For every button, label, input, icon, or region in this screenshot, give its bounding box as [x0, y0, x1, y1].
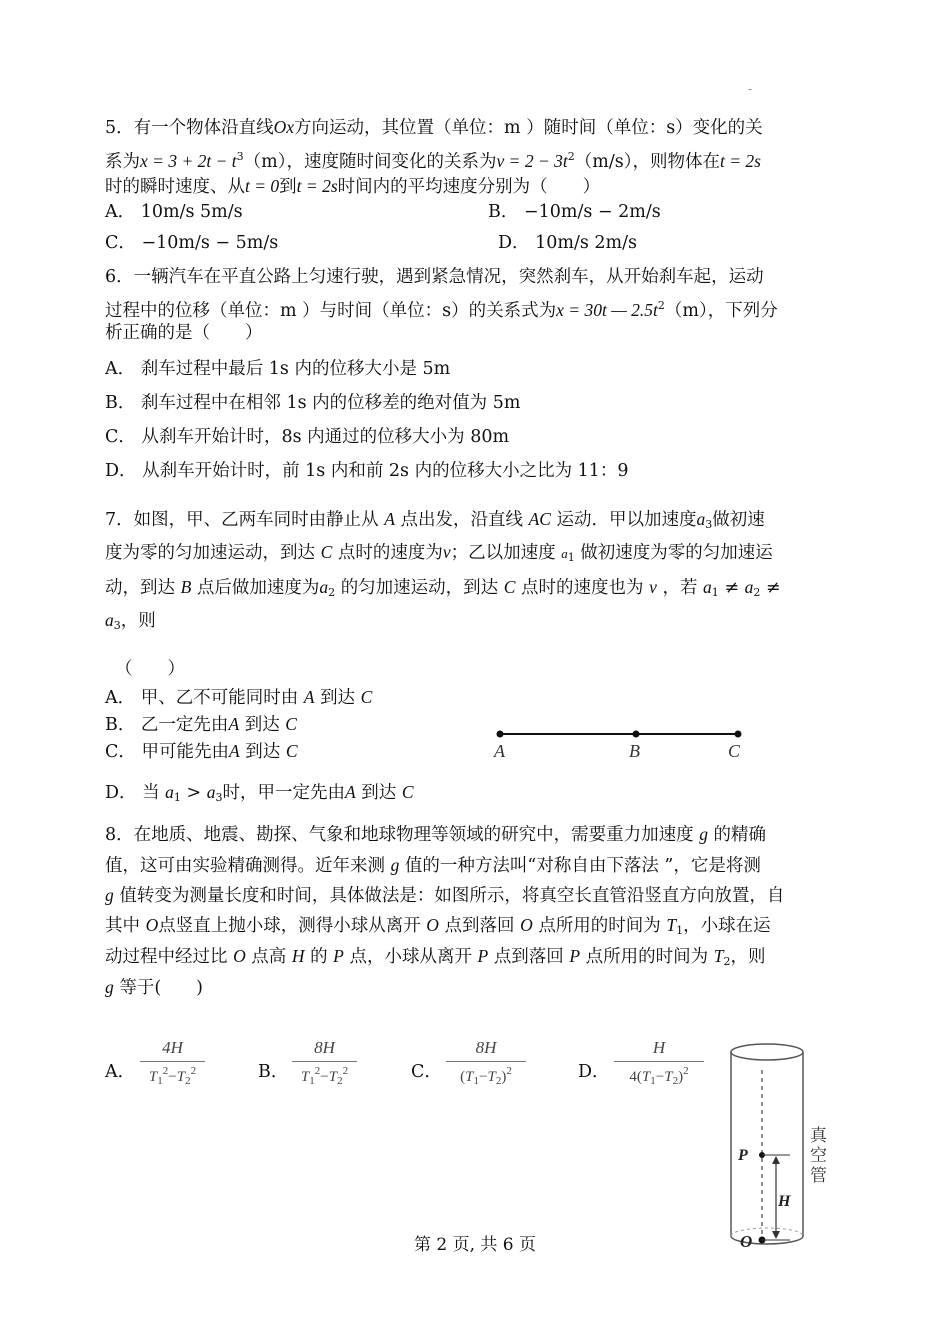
q7-point-b	[633, 731, 640, 738]
q8-option-a-label[interactable]: A．	[105, 1062, 136, 1082]
q6-line3: 析正确的是（ ）	[105, 323, 263, 343]
q7-paren: （ ）	[115, 659, 185, 679]
q7-point-c	[735, 731, 742, 738]
q6-option-a[interactable]: A． 刹车过程中最后 1s 内的位移大小是 5m	[105, 359, 451, 379]
q8-line3: g 值转变为测量长度和时间，具体做法是：如图所示，将真空长直管沿竖直方向放置，自	[105, 885, 785, 906]
q8-option-a-fraction[interactable]: $\frac{4H}{T_1^2-T_2^2}$	[140, 1038, 205, 1087]
q8-line6: g 等于( )	[105, 977, 203, 998]
tube-label-char-3: 管	[810, 1166, 827, 1186]
q6-option-b[interactable]: B． 刹车过程中在相邻 1s 内的位移差的绝对值为 5m	[105, 393, 521, 413]
q7-line1: 7．如图，甲、乙两车同时由静止从 A 点出发，沿直线 AC 运动．甲以加速度$a_3$做初速	[105, 509, 765, 531]
q5-option-a[interactable]: A． 10m/s 5m/s	[105, 202, 243, 222]
q7-label-c: C	[728, 741, 741, 761]
page-footer: 第 2 页, 共 6 页	[413, 1235, 537, 1255]
h-arrow-top	[772, 1156, 780, 1164]
tube-label-h: H	[778, 1193, 791, 1210]
q7-line2: 度为零的匀加速运动，到达 C 点时的速度为v；乙以加速度 $a_1$ 做初速度为零的匀加速运	[105, 542, 773, 564]
q8-line1: 8．在地质、地震、勘探、气象和地球物理等领域的研究中，需要重力加速度 g 的精确	[105, 824, 767, 845]
tube-label-o: O	[740, 1232, 753, 1251]
q7-option-a[interactable]: A． 甲、乙不可能同时由 A 到达 C	[105, 687, 373, 708]
tube-label-char-2: 空	[810, 1146, 827, 1166]
q5-option-d[interactable]: D． 10m/s 2m/s	[498, 233, 638, 253]
q8-line4: 其中 O点竖直上抛小球，测得小球从离开 O 点到落回 O 点所用的时间为 $T_1$，小球在运	[105, 915, 771, 937]
q5-option-b[interactable]: B． −10m/s − 2m/s	[488, 202, 661, 222]
tube-top-rim	[731, 1044, 803, 1060]
q6-option-d[interactable]: D． 从刹车开始计时，前 1s 内和前 2s 内的位移大小之比为 11：9	[105, 461, 629, 481]
q7-label-a: A	[494, 741, 505, 761]
q7-point-a	[497, 731, 504, 738]
q8-vacuum-tube-diagram	[730, 1040, 850, 1255]
q8-option-c-fraction[interactable]: $\frac{8H}{(T_1-T_2)^2}$	[446, 1038, 526, 1087]
tube-label-p: P	[738, 1147, 748, 1164]
q5-option-c[interactable]: C． −10m/s − 5m/s	[105, 233, 279, 253]
q7-line3: 动，到达 B 点后做加速度为$a_2$ 的匀加速运动，到达 C 点时的速度也为 v ，若 $a_1 \ne a_2$ ≠	[105, 577, 781, 599]
tube-label-char-1: 真	[810, 1126, 827, 1146]
q8-line5: 动过程中经过比 O 点高 H 的 P 点，小球从离开 P 点到落回 P 点所用的时间为 $T_2$，则	[105, 946, 766, 968]
q8-option-d-fraction[interactable]: $\frac{H}{4(T_1-T_2)^2}$	[614, 1038, 704, 1087]
q5-line3: 时的瞬时速度、从t = 0到t = 2s时间内的平均速度分别为（ ）	[105, 176, 601, 197]
q8-option-b-label[interactable]: B．	[258, 1062, 289, 1082]
q8-option-d-label[interactable]: D．	[578, 1062, 610, 1082]
q8-option-b-fraction[interactable]: $\frac{8H}{T_1^2-T_2^2}$	[292, 1038, 357, 1087]
q7-option-b[interactable]: B． 乙一定先由A 到达 C	[105, 714, 297, 735]
q7-option-d[interactable]: D． 当 $a_1 > a_3$时，甲一定先由A 到达 C	[105, 782, 414, 804]
q6-line2: 过程中的位移（单位：m ）与时间（单位：s）的关系式为x = 30t — $2.5t^2(m)$，下列分	[105, 299, 778, 321]
header-mark: -	[748, 82, 753, 96]
q8-line2: 值，这可由实验精确测得。近年来测 g 值的一种方法叫“对称自由下落法 ”，它是将测	[105, 855, 761, 876]
q7-option-c[interactable]: C． 甲可能先由A 到达 C	[105, 741, 298, 762]
q6-line1: 6．一辆汽车在平直公路上匀速行驶，遇到紧急情况，突然刹车，从开始刹车起，运动	[105, 267, 764, 287]
q6-option-c[interactable]: C． 从刹车开始计时，8s 内通过的位移大小为 80m	[105, 427, 510, 447]
q5-line2: 系为$x = 3 + 2t - t^3(m)$，速度随时间变化的关系为$v = 2 - 3t^2(m/s)$，则物体在t = 2s	[105, 150, 761, 172]
q7-label-b: B	[629, 741, 640, 761]
q5-line1: 5．有一个物体沿直线Ox方向运动，其位置（单位：m ）随时间（单位：s）变化的关	[105, 117, 763, 138]
q7-line4: $a_3$，则	[105, 610, 156, 632]
q7-line-diagram	[480, 720, 760, 765]
q8-option-c-label[interactable]: C．	[411, 1062, 442, 1082]
